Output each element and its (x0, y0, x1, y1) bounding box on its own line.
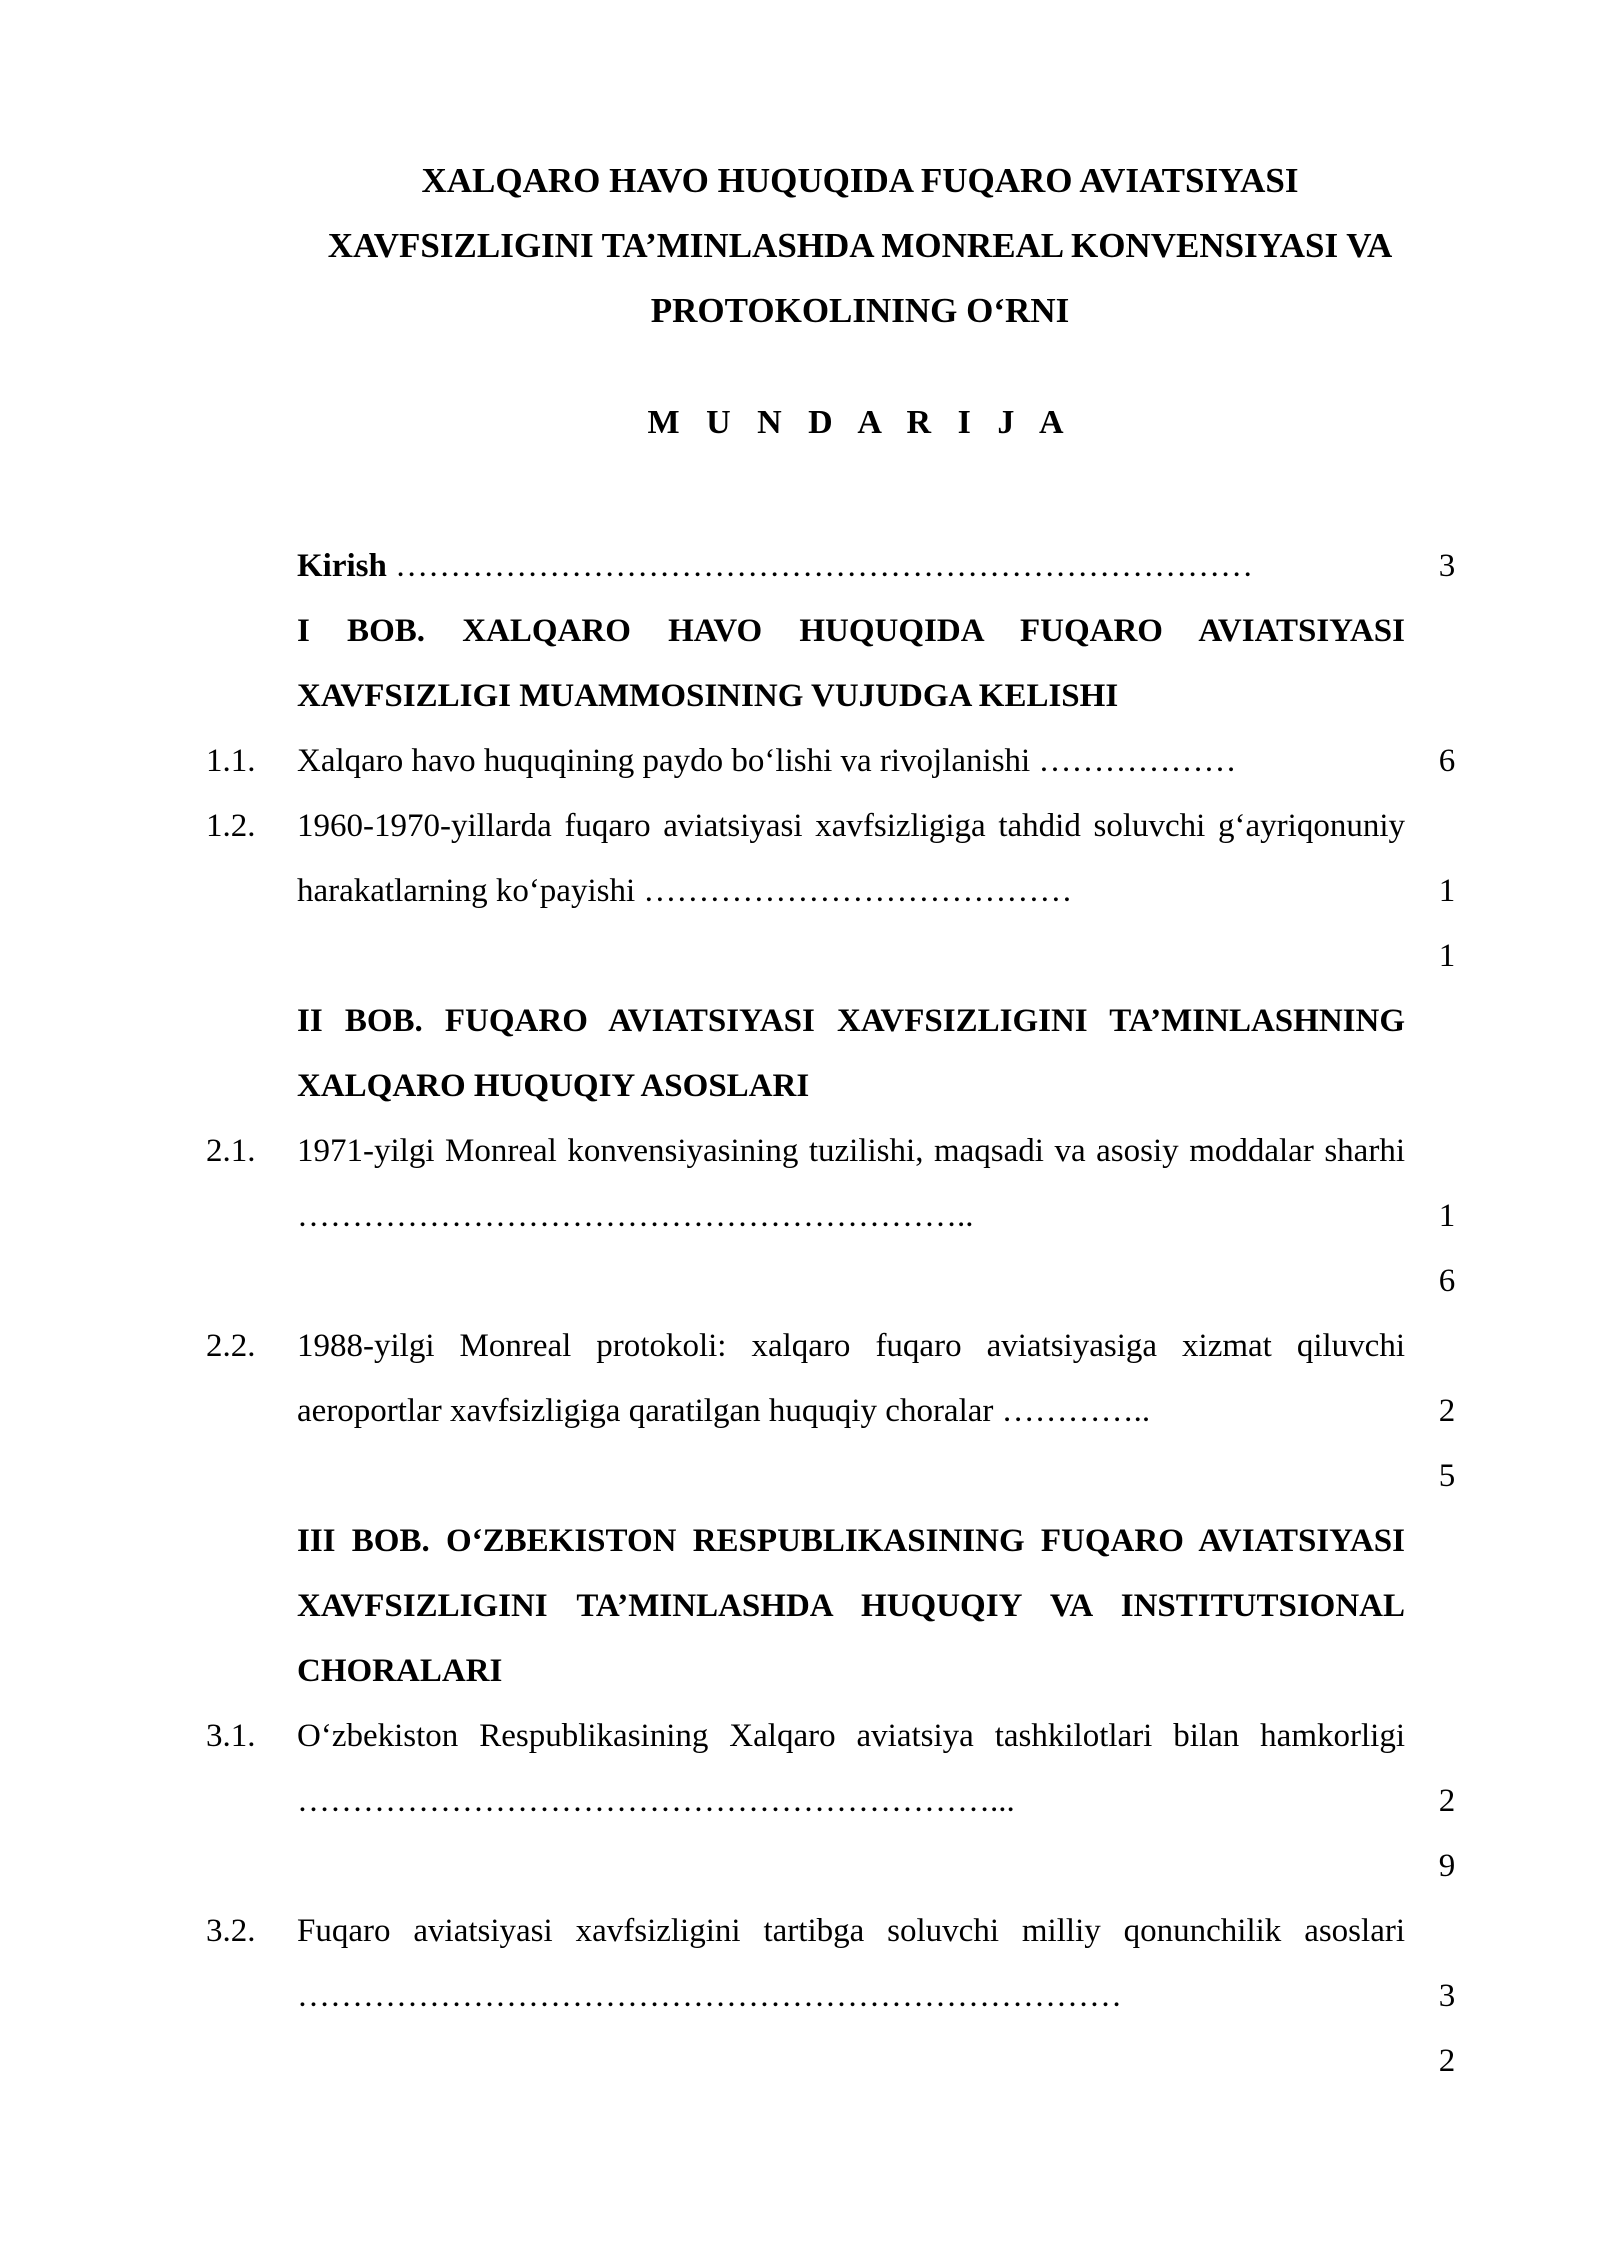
toc-section-page: 6 (1438, 743, 1456, 779)
toc-section-1-1 (0, 729, 1600, 794)
toc-section-page: 32 (1438, 1978, 1456, 2079)
toc-intro-page: 3 (1438, 548, 1456, 584)
toc-chapter-3 (0, 1509, 1600, 1704)
title-line-1: XALQARO HAVO HUQUQIDA FUQARO AVIATSIYASI (421, 161, 1299, 200)
toc-section-number: 2.2. (206, 1328, 256, 1364)
toc-section-text: 1971-yilgi Monreal konvensiyasining tuzilishi, maqsadi va asosiy moddalar sharhi …………………………………………………….. (297, 1133, 1405, 1234)
toc-intro-leader: …………………………………………………………………… (386, 548, 1254, 584)
toc-section-3-2 (0, 1899, 1600, 2094)
contents-heading: M U N D A R I J A (647, 404, 1073, 441)
toc-section-3-1 (0, 1704, 1600, 1899)
toc-section-number: 2.1. (206, 1133, 256, 1169)
toc-section-page: 29 (1438, 1783, 1456, 1884)
toc-chapter-3-title: III BOB. O‘ZBEKISTON RESPUBLIKASINING FUQARO AVIATSIYASI XAVFSIZLIGINI TA’MINLASHDA HUQUQIY VA INSTITUTSIONAL CHORALARI (297, 1523, 1405, 1689)
toc-section-number: 3.1. (206, 1718, 256, 1754)
toc-entry-intro (0, 534, 1600, 599)
toc-chapter-2 (0, 989, 1600, 1119)
toc-section-text: Fuqaro aviatsiyasi xavfsizligini tartibga soluvchi milliy qonunchilik asoslari ………………………………………………………………… (297, 1913, 1405, 2014)
toc-section-2-1 (0, 1119, 1600, 1314)
toc-section-text: Xalqaro havo huquqining paydo bo‘lishi va rivojlanishi ……………… (297, 743, 1237, 779)
toc-section-text: 1960-1970-yillarda fuqaro aviatsiyasi xavfsizligiga tahdid soluvchi g‘ayriqonuniy harakatlarning ko‘payishi ………………………………… (297, 808, 1405, 909)
toc-intro-label: Kirish (297, 548, 387, 584)
table-of-contents (0, 534, 1600, 2094)
toc-section-page: 25 (1438, 1393, 1456, 1494)
toc-chapter-1-title: I BOB. XALQARO HAVO HUQUQIDA FUQARO AVIATSIYASI XAVFSIZLIGI MUAMMOSINING VUJUDGA KELISHI (297, 613, 1405, 714)
toc-chapter-2-title: II BOB. FUQARO AVIATSIYASI XAVFSIZLIGINI TA’MINLASHNING XALQARO HUQUQIY ASOSLARI (297, 1003, 1405, 1104)
toc-chapter-1 (0, 599, 1600, 729)
toc-section-text: O‘zbekiston Respublikasining Xalqaro aviatsiya tashkilotlari bilan hamkorligi ………………………………………………………... (297, 1718, 1405, 1819)
toc-section-1-2 (0, 794, 1600, 989)
toc-section-2-2 (0, 1314, 1600, 1509)
title-line-2: XAVFSIZLIGINI TA’MINLASHDA MONREAL KONVENSIYASI VA (327, 226, 1393, 265)
toc-section-text: 1988-yilgi Monreal protokoli: xalqaro fuqaro aviatsiyasiga xizmat qiluvchi aeroportlar xavfsizligiga qaratilgan huquqiy choralar ………….. (297, 1328, 1405, 1429)
toc-section-number: 1.1. (206, 743, 256, 779)
title-line-3: PROTOKOLINING O‘RNI (650, 291, 1070, 330)
document-title (250, 148, 1470, 343)
toc-section-number: 1.2. (206, 808, 256, 844)
toc-section-page: 11 (1438, 873, 1456, 974)
toc-section-number: 3.2. (206, 1913, 256, 1949)
toc-section-page: 16 (1438, 1198, 1456, 1299)
